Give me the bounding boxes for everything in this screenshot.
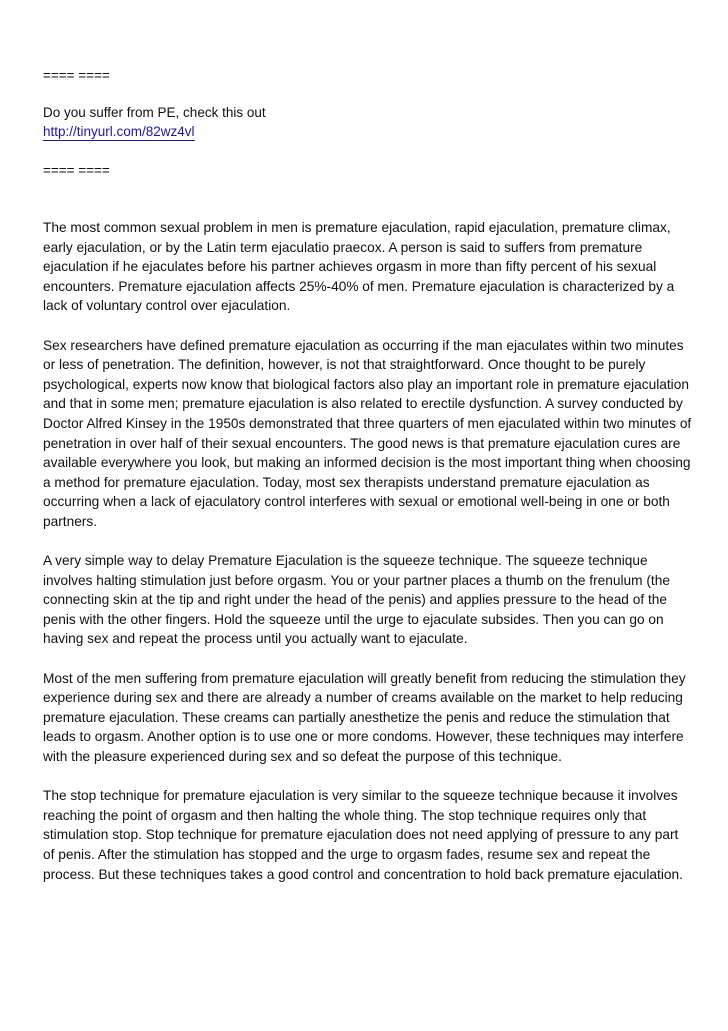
- separator-bottom: ==== ====: [43, 162, 110, 178]
- promo-text: Do you suffer from PE, check this out: [43, 104, 266, 120]
- article-body: [43, 218, 693, 884]
- article-paragraph: Sex researchers have defined premature ejaculation as occurring if the man ejaculates within two minutes or less of penetration. The definition, however, is not that straightforward. Once thought to be purely psychological, experts now know that biological factors also play an important role in premature ejaculation and that in some men; premature ejaculation is also related to erectile dysfunction. A survey conducted by Doctor Alfred Kinsey in the 1950s demonstrated that three quarters of men ejaculated within two minutes of penetration in over half of their sexual encounters. The good news is that premature ejaculation cures are available everywhere you look, but making an informed decision is the most important thing when choosing a method for premature ejaculation. Today, most sex therapists understand premature ejaculation as occurring when a lack of ejaculatory control interferes with sexual or emotional well-being in one or both partners.: [43, 337, 692, 529]
- separator-top: ==== ====: [43, 68, 110, 83]
- article-paragraph: A very simple way to delay Premature Ejaculation is the squeeze technique. The squeeze technique involves halting stimulation just before orgasm. You or your partner places a thumb on the frenulum (the connecting skin at the tip and right under the head of the penis) and applies pressure to the head of the penis with the other fingers. Hold the squeeze until the urge to ejaculate subsides. Then you can go on having sex and repeat the process until you actually want to ejaculate.: [43, 553, 670, 647]
- promo-link[interactable]: http://tinyurl.com/82wz4vl: [43, 124, 195, 139]
- article-paragraph: Most of the men suffering from premature ejaculation will greatly benefit from reducing the stimulation they experience during sex and there are already a number of creams available on the market to help reducing premature ejaculation. These creams can partially anesthetize the penis and reduce the stimulation that leads to orgasm. Another option is to use one or more condoms. However, these techniques may interfere with the pleasure experienced during sex and so defeat the purpose of this technique.: [43, 670, 686, 765]
- promo-link-line: [43, 122, 693, 142]
- article-paragraph: The stop technique for premature ejaculation is very similar to the squeeze technique because it involves reaching the point of orgasm and then halting the whole thing. The stop technique requires only that stimulation stop. Stop technique for premature ejaculation does not need applying of pressure to any part of penis. After the stimulation has stopped and the urge to orgasm fades, resume sex and repeat the process. But these techniques takes a good control and concentration to hold back premature ejaculation.: [43, 788, 683, 882]
- document-page: [43, 66, 693, 904]
- article-paragraph: The most common sexual problem in men is premature ejaculation, rapid ejaculation, premature climax, early ejaculation, or by the Latin term ejaculatio praecox. A person is said to suffers from premature ejaculation if he ejaculates before his partner achieves orgasm in more than fifty percent of his sexual encounters. Premature ejaculation affects 25%-40% of men. Premature ejaculation is characterized by a lack of voluntary control over ejaculation.: [43, 220, 675, 314]
